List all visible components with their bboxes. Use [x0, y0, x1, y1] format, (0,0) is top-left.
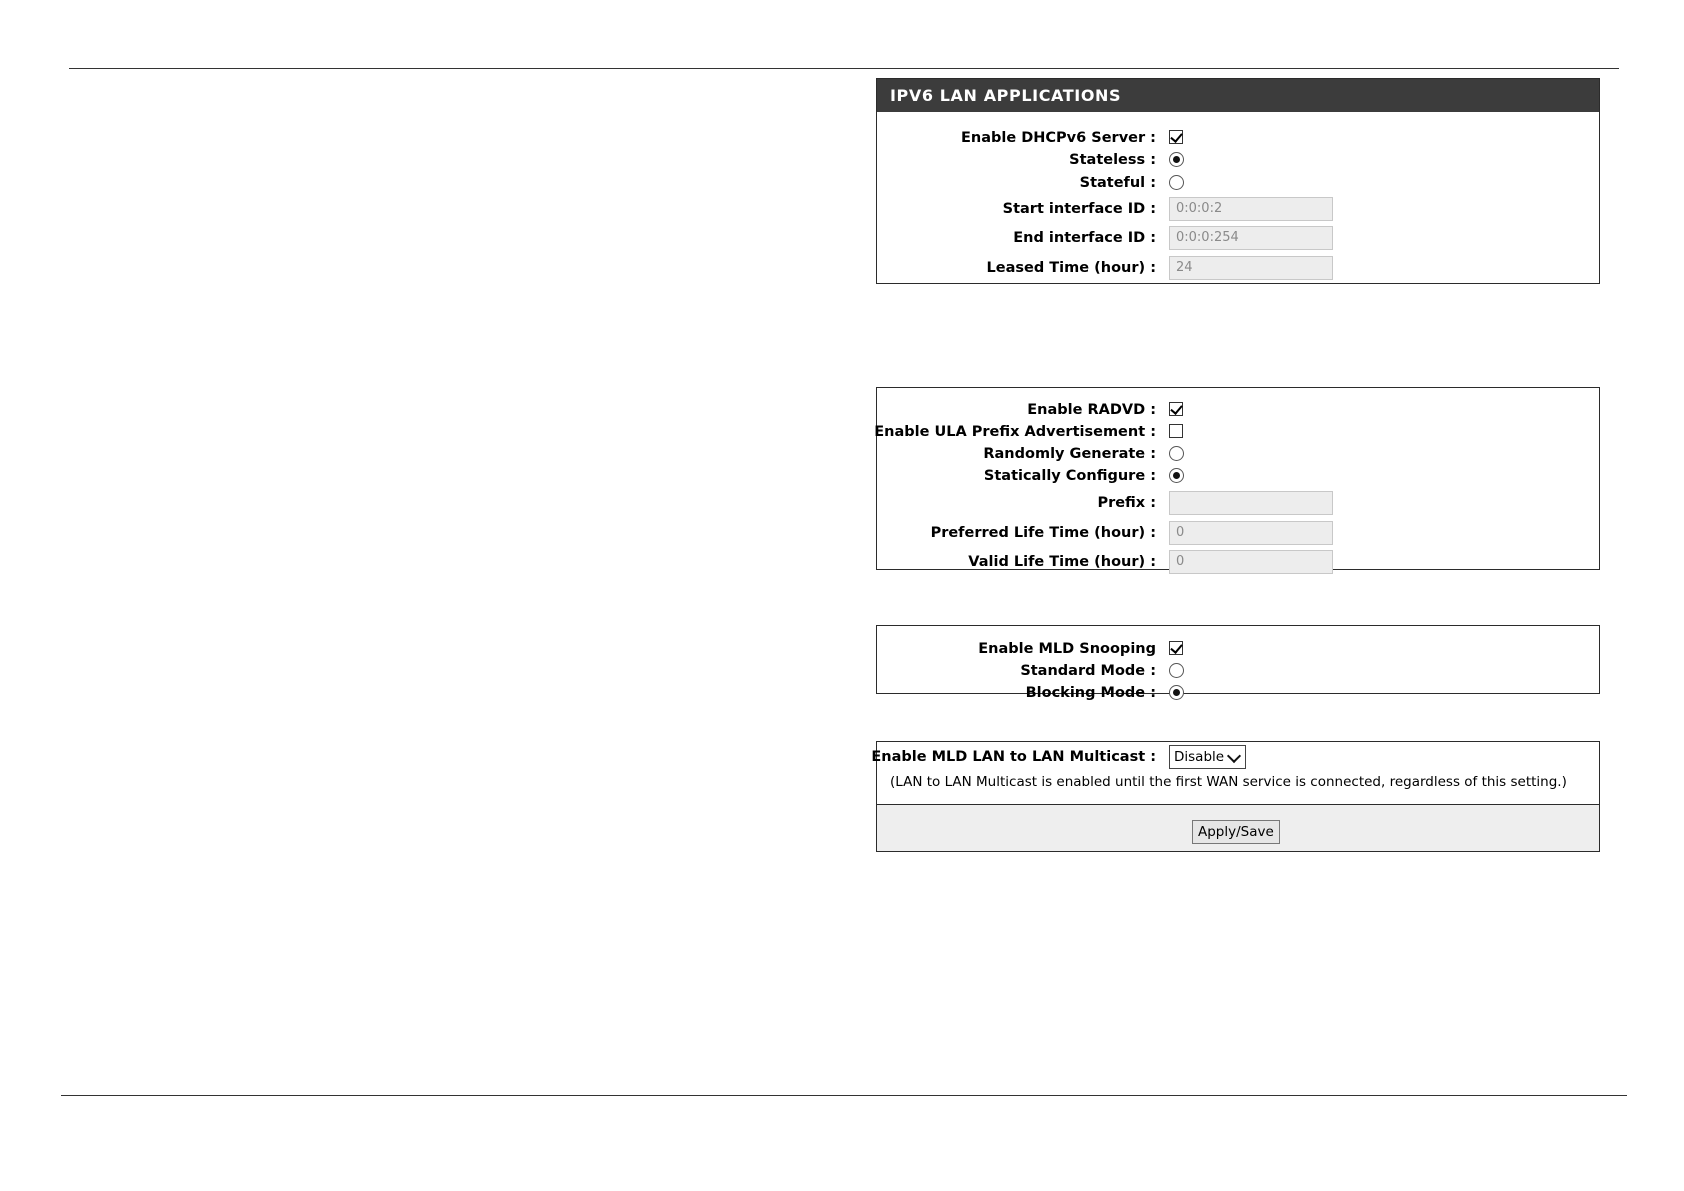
prefix-input[interactable] [1169, 491, 1333, 515]
start-id-input[interactable]: 0:0:0:2 [1169, 197, 1333, 221]
stateless-label: Stateless : [1069, 152, 1156, 168]
mld-snooping-label: Enable MLD Snooping [978, 641, 1156, 657]
start-id-row [877, 199, 1599, 219]
stateful-label: Stateful : [1079, 175, 1156, 191]
standard-mode-label: Standard Mode : [1020, 663, 1156, 679]
stateful-radio[interactable] [1169, 175, 1184, 190]
prefix-row [877, 493, 1599, 513]
multicast-panel [871, 741, 1600, 852]
standard-mode-row [877, 661, 1599, 681]
multicast-select[interactable] [1169, 745, 1246, 769]
radvd-panel [876, 387, 1600, 570]
statically-configure-row [877, 466, 1599, 486]
leased-time-label: Leased Time (hour) : [986, 260, 1156, 276]
multicast-select-value: Disable [1174, 749, 1225, 765]
enable-dhcpv6-row [877, 128, 1599, 148]
ula-row [874, 422, 1599, 442]
prefix-label: Prefix : [1097, 495, 1156, 511]
multicast-label: Enable MLD LAN to LAN Multicast : [871, 749, 1156, 765]
panel-footer [877, 804, 1599, 851]
enable-radvd-label: Enable RADVD : [1027, 402, 1156, 418]
dhcpv6-panel [876, 78, 1600, 284]
chevron-down-icon [1227, 749, 1241, 763]
preferred-life-label: Preferred Life Time (hour) : [930, 525, 1156, 541]
valid-life-label: Valid Life Time (hour) : [968, 554, 1156, 570]
standard-mode-radio[interactable] [1169, 663, 1184, 678]
end-id-row [877, 228, 1599, 248]
leased-time-input[interactable]: 24 [1169, 256, 1333, 280]
mld-snooping-checkbox[interactable] [1169, 641, 1183, 655]
stateful-row [877, 173, 1599, 193]
blocking-mode-row [877, 683, 1599, 703]
multicast-note: (LAN to LAN Multicast is enabled until the first WAN service is connected, regardless of this setting.) [890, 774, 1567, 790]
mld-snooping-row [877, 639, 1599, 659]
statically-configure-label: Statically Configure : [983, 468, 1156, 484]
preferred-life-input[interactable]: 0 [1169, 521, 1333, 545]
panel-title: IPV6 LAN APPLICATIONS [877, 79, 1599, 112]
stateless-row [877, 150, 1599, 170]
randomly-generate-label: Randomly Generate : [983, 446, 1156, 462]
blocking-mode-radio[interactable] [1169, 685, 1184, 700]
page-top-rule [69, 68, 1619, 69]
page-bottom-rule [61, 1095, 1627, 1096]
multicast-row [871, 747, 1599, 767]
start-id-label: Start interface ID : [1002, 201, 1156, 217]
apply-save-button[interactable]: Apply/Save [1192, 820, 1280, 844]
enable-radvd-checkbox[interactable] [1169, 402, 1183, 416]
blocking-mode-label: Blocking Mode : [1025, 685, 1156, 701]
preferred-life-row [877, 523, 1599, 543]
end-id-input[interactable]: 0:0:0:254 [1169, 226, 1333, 250]
stateless-radio[interactable] [1169, 152, 1184, 167]
randomly-generate-radio[interactable] [1169, 446, 1184, 461]
enable-dhcpv6-label: Enable DHCPv6 Server : [961, 130, 1156, 146]
valid-life-row [877, 552, 1599, 572]
ula-checkbox[interactable] [1169, 424, 1183, 438]
randomly-generate-row [877, 444, 1599, 464]
enable-dhcpv6-checkbox[interactable] [1169, 130, 1183, 144]
ula-label: Enable ULA Prefix Advertisement : [874, 424, 1156, 440]
end-id-label: End interface ID : [1013, 230, 1156, 246]
statically-configure-radio[interactable] [1169, 468, 1184, 483]
mld-snooping-panel [876, 625, 1600, 701]
leased-time-row [877, 258, 1599, 278]
enable-radvd-row [877, 400, 1599, 420]
valid-life-input[interactable]: 0 [1169, 550, 1333, 574]
